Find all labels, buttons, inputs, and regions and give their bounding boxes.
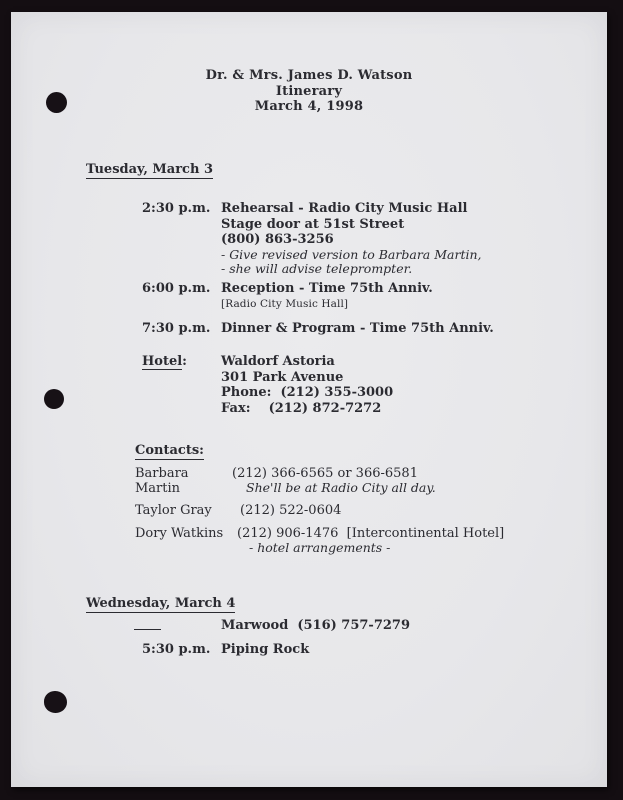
event-detail-line: Reception - Time 75th Anniv. [221,281,433,296]
hotel-details [221,354,393,416]
event-details [221,618,410,634]
day-heading-wednesday: Wednesday, March 4 [86,596,236,611]
schedule-event-marwood [142,618,410,635]
hole-punch-bottom [44,691,67,713]
event-phone: (800) 863-3256 [221,232,334,247]
contact-phone: (212) 522-0604 [240,503,342,518]
hole-punch-middle [44,389,64,409]
contact-note: - hotel arrangements - [249,540,391,555]
schedule-event-dinner [142,321,494,337]
event-time: 5:30 p.m. [142,642,211,657]
document-title: Dr. & Mrs. James D. Watson [205,68,413,83]
event-details [221,321,494,337]
contact-name: Barbara Martin [135,466,189,496]
document-page [11,12,607,787]
contact-entry-taylor-gray [135,503,341,518]
contact-info [232,503,341,518]
contacts-heading: Contacts: [135,443,204,458]
event-time: 6:00 p.m. [142,281,211,296]
event-details [221,281,433,312]
day-heading-tuesday: Tuesday, March 3 [86,162,213,177]
contact-name: Taylor Gray [135,503,212,518]
event-details [221,201,482,277]
hotel-label-wrap [142,354,221,370]
contact-entry-barbara-martin [135,466,436,496]
event-detail-line: Marwood (516) 757-7279 [221,618,411,633]
document-date: March 4, 1998 [254,99,364,114]
event-time: 2:30 p.m. [142,201,211,216]
document-subtitle: Itinerary [275,83,343,99]
event-detail-line: Rehearsal - Radio City Music Hall [221,201,468,216]
contact-note: She'll be at Radio City all day. [246,480,436,495]
hotel-phone: Phone: (212) 355-3000 [221,385,394,400]
schedule-event-rehearsal [142,201,482,277]
event-detail-line: Dinner & Program - Time 75th Anniv. [221,321,494,336]
event-detail-line: Piping Rock [221,642,310,657]
event-time: 7:30 p.m. [142,321,211,336]
hotel-fax: Fax: (212) 872-7272 [221,400,382,416]
schedule-event-reception [142,281,433,312]
hotel-address: 301 Park Avenue [221,369,344,385]
hotel-name: Waldorf Astoria [221,354,335,369]
contact-phone: (212) 366-6565 or 366-6581 [232,466,418,481]
event-time-blank [142,618,221,635]
event-location-bracket: [Radio City Music Hall] [221,297,349,310]
contact-info [232,466,436,496]
hotel-section [142,354,393,416]
contact-entry-dory-watkins [135,526,504,556]
hotel-label-colon: : [182,354,187,369]
document-header [11,68,607,115]
schedule-event-piping-rock [142,642,309,658]
contact-phone: (212) 906-1476 [Intercontinental Hotel] [237,526,505,541]
contact-info [232,526,504,556]
hotel-label: Hotel [142,354,183,369]
event-detail-line: Stage door at 51st Street [221,216,405,232]
contact-name: Dory Watkins [135,526,224,541]
blank-time-dash [134,628,161,630]
event-details [221,642,309,658]
event-note: - she will advise teleprompter. [221,261,413,276]
event-note: - Give revised version to Barbara Martin, [221,246,482,262]
